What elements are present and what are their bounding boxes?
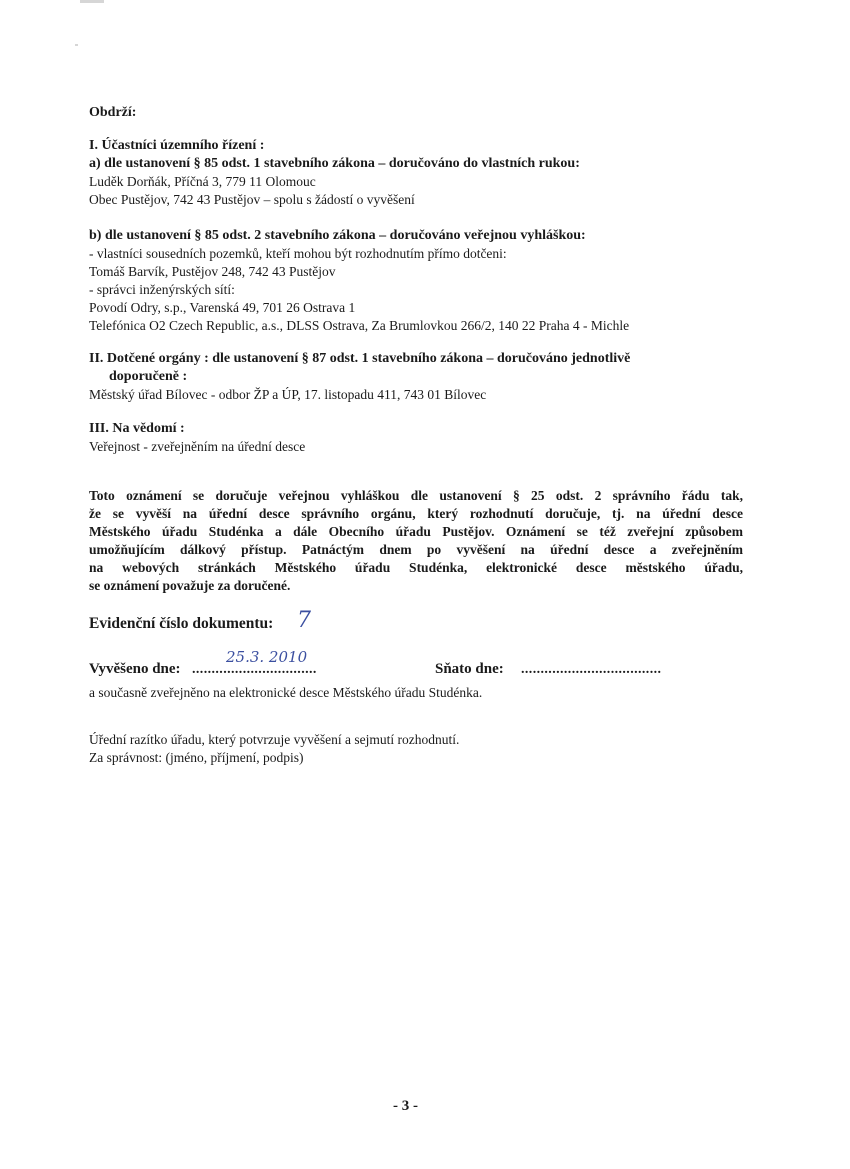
posted-date-label: Vyvěšeno dne: [89, 661, 181, 677]
section-1b-line: Tomáš Barvík, Pustějov 248, 742 43 Pustějov [89, 264, 336, 279]
posted-date-handwritten: 25.3. 2010 [226, 648, 308, 666]
notice-line: umožňujícím dálkový přístup. Patnáctým dnem po vyvěšení na úřední desce a zveřejněním [89, 542, 743, 557]
stamp-line: Úřední razítko úřadu, který potvrzuje vyvěšení a sejmutí rozhodnutí. [89, 732, 460, 747]
section-1a-line: Luděk Dorňák, Příčná 3, 779 11 Olomouc [89, 174, 316, 189]
section-1b-line: Povodí Odry, s.p., Varenská 49, 701 26 Ostrava 1 [89, 300, 356, 315]
signature-line: Za správnost: (jméno, příjmení, podpis) [89, 750, 304, 765]
posting-note: a současně zveřejněno na elektronické desce Městského úřadu Studénka. [89, 685, 483, 700]
notice-line: Městského úřadu Studénka a dále Obecního úřadu Pustějov. Oznámení se též zveřejní způsobem [89, 524, 743, 539]
section-1a-heading: a) dle ustanovení § 85 odst. 1 stavebního zákona – doručováno do vlastních rukou: [89, 156, 580, 171]
evidence-number-handwritten: 7 [297, 608, 311, 633]
section-1b-line: Telefónica O2 Czech Republic, a.s., DLSS Ostrava, Za Brumlovkou 266/2, 140 22 Praha 4 - Michle [89, 318, 630, 333]
notice-line: že se vyvěší na úřední desce správního orgánu, který rozhodnutí doručuje, tj. na úřední desce [89, 506, 743, 521]
section-1b-heading: b) dle ustanovení § 85 odst. 2 stavebního zákona – doručováno veřejnou vyhláškou: [89, 228, 586, 243]
section-2-line: Městský úřad Bílovec - odbor ŽP a ÚP, 17. listopadu 411, 743 01 Bílovec [89, 387, 487, 402]
notice-line: se oznámení považuje za doručené. [89, 578, 291, 593]
section-1b-line: - vlastníci sousedních pozemků, kteří mohou být rozhodnutím přímo dotčeni: [89, 246, 507, 261]
notice-line: na webových stránkách Městského úřadu Studénka, elektronické desce městského úřadu, [89, 560, 743, 575]
section-1a-line: Obec Pustějov, 742 43 Pustějov – spolu s žádostí o vyvěšení [89, 192, 415, 207]
notice-line: Toto oznámení se doručuje veřejnou vyhláškou dle ustanovení § 25 odst. 2 správního řádu tak, [89, 488, 743, 503]
scan-mark-top [80, 0, 104, 3]
section-1-title: I. Účastníci územního řízení : [89, 138, 265, 153]
section-3-title: III. Na vědomí : [89, 421, 185, 436]
section-2-title: II. Dotčené orgány : dle ustanovení § 87 odst. 1 stavebního zákona – doručováno jednotlivě [89, 351, 631, 366]
section-3-line: Veřejnost - zveřejněním na úřední desce [89, 439, 306, 454]
notice-paragraph [89, 487, 743, 595]
evidence-number-label: Evidenční číslo dokumentu: [89, 615, 274, 632]
posted-date-dots: ................................ [192, 662, 317, 677]
recipients-heading: Obdrží: [89, 105, 137, 120]
removed-date-label: Sňato dne: [435, 661, 504, 677]
removed-date-dots: .................................... [521, 662, 662, 677]
scan-mark-left [75, 44, 78, 46]
section-2-title-cont: doporučeně : [109, 369, 188, 384]
page-number: - 3 - [393, 1098, 418, 1114]
section-1b-line: - správci inženýrských sítí: [89, 282, 235, 297]
